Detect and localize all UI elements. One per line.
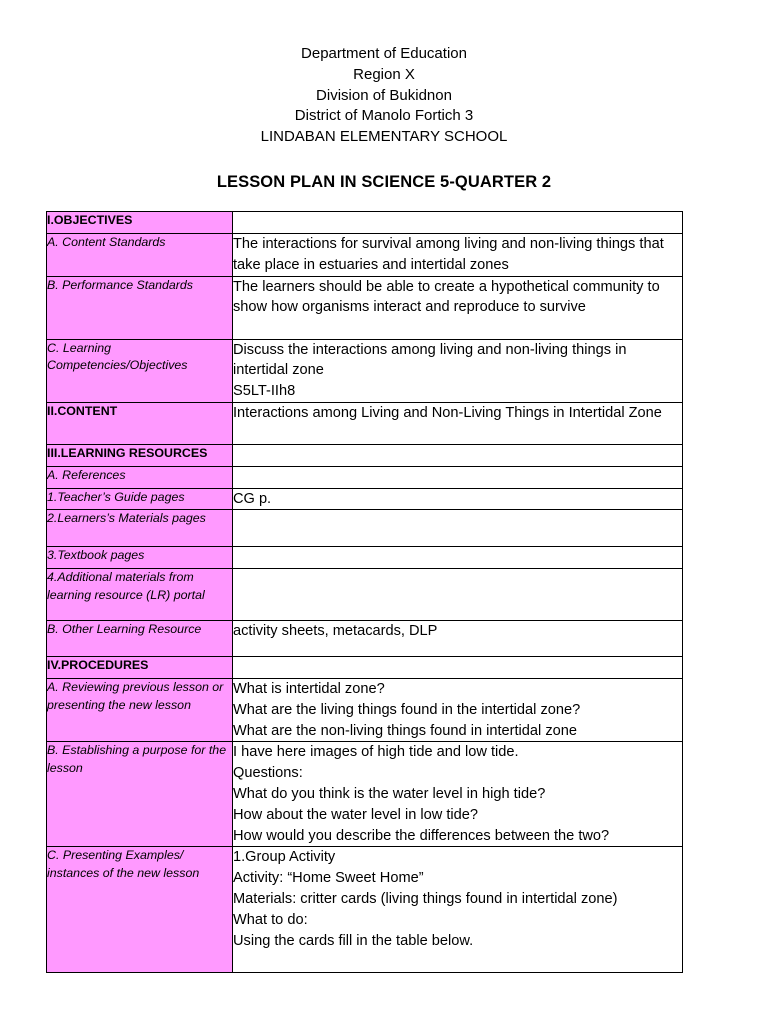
header-district: District of Manolo Fortich 3 (294, 107, 474, 125)
row-value (233, 847, 683, 973)
row-label: II.CONTENT (47, 402, 233, 444)
row-label: B. Performance Standards (47, 276, 233, 339)
row-value (233, 402, 683, 444)
row-value (233, 678, 683, 741)
value-line: Materials: critter cards (living things found in intertidal zone) (233, 890, 618, 907)
table-row (47, 488, 683, 510)
value-line: Activity: “Home Sweet Home” (233, 870, 424, 887)
lesson-plan-table (46, 211, 683, 973)
row-value (233, 212, 683, 234)
row-label: C. Learning Competencies/Objectives (47, 339, 233, 402)
table-row (47, 276, 683, 339)
table-row (47, 212, 683, 234)
table-row (47, 339, 683, 402)
value-line: What are the non-living things found in intertidal zone (233, 722, 577, 739)
value-line (233, 445, 682, 466)
value-line (233, 569, 682, 590)
table-row (47, 510, 683, 547)
value-line (233, 547, 682, 568)
row-label: I.OBJECTIVES (47, 212, 233, 234)
table-row (47, 234, 683, 277)
value-line (233, 510, 682, 531)
row-label: A. References (47, 466, 233, 488)
row-label: B. Establishing a purpose for the lesson (47, 742, 233, 847)
value-line (233, 657, 682, 678)
value-line: activity sheets, metacards, DLP (233, 623, 438, 640)
header-region: Region X (353, 65, 415, 83)
value-line: Using the cards fill in the table below. (233, 932, 474, 949)
value-line: What is intertidal zone? (233, 680, 385, 697)
table-row (47, 547, 683, 569)
row-label: 1.Teacher’s Guide pages (47, 488, 233, 510)
header-school: LINDABAN ELEMENTARY SCHOOL (260, 128, 508, 146)
document-title: LESSON PLAN IN SCIENCE 5-QUARTER 2 (216, 173, 552, 191)
row-label: A. Reviewing previous lesson or presenting the new lesson (47, 678, 233, 741)
table-row (47, 444, 683, 466)
value-line: 1.Group Activity (233, 849, 336, 866)
school-header (0, 44, 768, 148)
row-value (233, 510, 683, 547)
row-value (233, 276, 683, 339)
value-line: How would you describe the differences between the two? (233, 827, 610, 844)
table-row (47, 847, 683, 973)
table-row (47, 621, 683, 657)
value-line: What to do: (233, 911, 308, 928)
value-line: I have here images of high tide and low tide. (233, 744, 519, 761)
value-line: The learners should be able to create a hypothetical community to show how organisms interact and reproduce to survive (233, 278, 660, 316)
value-line: S5LT-IIh8 (233, 383, 296, 400)
row-value (233, 234, 683, 277)
row-value (233, 657, 683, 679)
value-line: CG p. (233, 490, 272, 507)
row-label: C. Presenting Examples/ instances of the new lesson (47, 847, 233, 973)
table-row (47, 678, 683, 741)
header-department: Department of Education (301, 45, 467, 62)
row-label: III.LEARNING RESOURCES (47, 444, 233, 466)
row-value (233, 621, 683, 657)
value-line: What are the living things found in the intertidal zone? (233, 701, 581, 718)
table-row (47, 657, 683, 679)
value-line: The interactions for survival among living and non-living things that take place in estuaries and intertidal zones (233, 236, 664, 273)
row-label: IV.PROCEDURES (47, 657, 233, 679)
value-line: Questions: (233, 765, 303, 782)
row-value (233, 339, 683, 402)
row-label: A. Content Standards (47, 234, 233, 277)
value-line: What do you think is the water level in high tide? (233, 785, 546, 802)
table-row (47, 742, 683, 847)
row-value (233, 444, 683, 466)
row-value (233, 742, 683, 847)
value-line (233, 212, 682, 233)
value-line: Interactions among Living and Non-Living Things in Intertidal Zone (233, 404, 662, 421)
row-value (233, 547, 683, 569)
table-row (47, 466, 683, 488)
table-row (47, 569, 683, 621)
row-value (233, 466, 683, 488)
row-label: 4.Additional materials from learning resource (LR) portal (47, 569, 233, 621)
table-row (47, 402, 683, 444)
value-line: How about the water level in low tide? (233, 806, 478, 823)
value-line: Discuss the interactions among living and non-living things in intertidal zone (233, 341, 627, 379)
row-label: B. Other Learning Resource (47, 621, 233, 657)
row-label: 3.Textbook pages (47, 547, 233, 569)
header-division: Division of Bukidnon (316, 86, 452, 104)
row-label: 2.Learners’s Materials pages (47, 510, 233, 547)
value-line (233, 467, 682, 488)
row-value (233, 488, 683, 510)
row-value (233, 569, 683, 621)
